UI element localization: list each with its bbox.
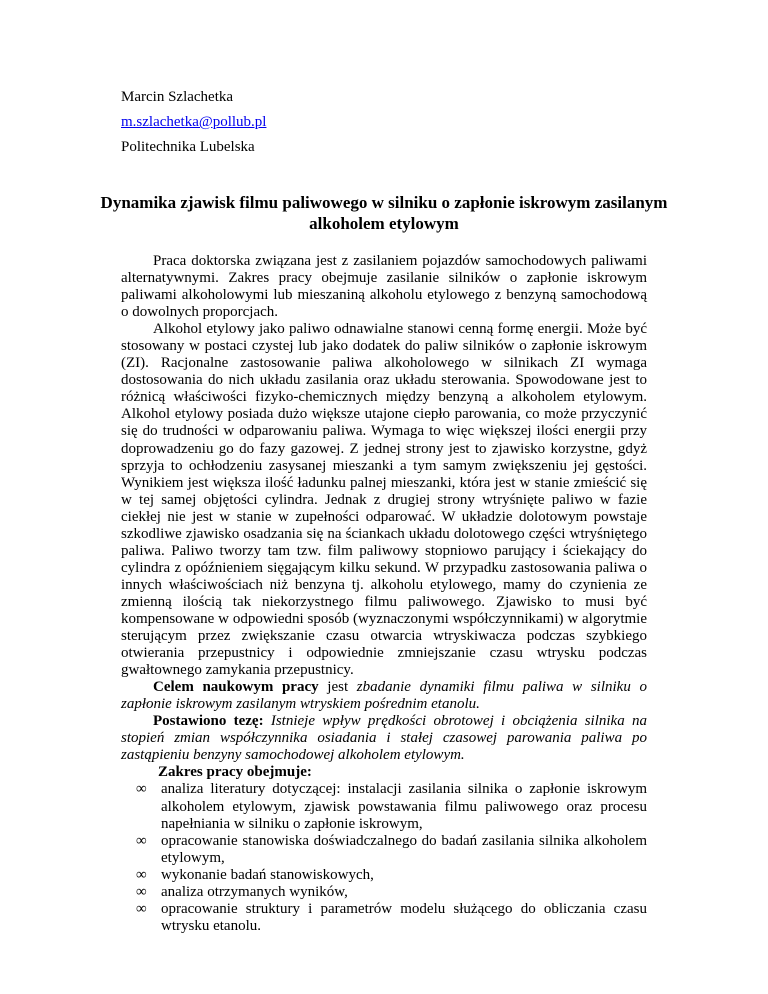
list-item [121,833,647,867]
thesis-text: Istnieje wpływ prędkości obrotowej i obciążenia silnika na stopień zmian współczynnika osiadania i stałej czasowej parowania paliwa po zastąpieniu benzyny samochodowej alkoholem etylowym. [121,713,647,764]
paragraph-ethanol: Alkohol etylowy jako paliwo odnawialne stanowi cenną formę energii. Może być stosowany w postaci czystej lub jako dodatek do paliw silników o zapłonie iskrowym (ZI). Racjonalne zastosowanie paliwa alkoholowego w silnikach ZI wymaga dostosowania do nich układu zasilania oraz układu sterowania. Spowodowane jest to różnicą właściwości fizyko-chemicznych między benzyną a alkoholem etylowym. Alkohol etylowy posiada dużo większe utajone ciepło parowania, co może przyczynić się do trudności w odparowaniu paliwa. Wymaga to więc większej ilości energii przy doprowadzeniu go do fazy gazowej. Z jednej strony jest to zjawisko korzystne, gdyż sprzyja to ochłodzeniu zasysanej mieszanki a tym samym zwiększeniu jej gęstości. Wynikiem jest większa ilość ładunku palnej mieszanki, która jest w stanie zmieścić się w tej samej objętości cylindra. Jednak z drugiej strony wtryśnięte paliwo w fazie ciekłej nie jest w stanie w zupełności odparować. W układzie dolotowym powstaje szkodliwe zjawisko osadzania się na ściankach układu dolotowego części wtryśniętego paliwa. Paliwo tworzy tam tzw. film paliwowy stopniowo parujący i ściekający do cylindra z opóźnieniem sięgającym kilku sekund. W przypadku zastosowania paliwa o innych właściwościach niż benzyna tj. alkoholu etylowego, mamy do czynienia ze zmienną ilością tak niekorzystnego filmu paliwowego. Zjawisko to musi być kompensowane w odpowiedni sposób (wyznaczonymi współczynnikami) w algorytmie sterującym przez zwiększanie czasu otwarcia wtryskiwacza podczas szybkiego otwierania przepustnicy i odpowiednie zmniejszanie czasu wtrysku podczas gwałtownego zamykania przepustnicy. [121,321,647,679]
document-body [121,253,647,935]
author-email-link[interactable]: m.szlachetka@pollub.pl [121,114,267,130]
list-item [121,884,647,901]
paragraph-thesis [121,713,647,764]
list-item-text: analiza literatury dotyczącej: instalacji zasilania silnika o zapłonie iskrowym alkoholem etylowym, zjawisk powstawania filmu paliwowego oraz procesu napełniania w silniku o zapłonie iskrowym, [161,781,647,832]
list-item-text: opracowanie struktury i parametrów modelu służącego do obliczania czasu wtrysku etanolu. [161,900,647,934]
author-affiliation: Politechnika Lubelska [121,139,255,155]
list-item-text: analiza otrzymanych wyników, [161,883,348,900]
scope-heading: Zakres pracy obejmuje: [158,764,312,781]
list-item [121,781,647,832]
list-item-text: opracowanie stanowiska doświadczalnego do badań zasilania silnika alkoholem etylowym, [161,832,647,866]
author-name: Marcin Szlachetka [121,89,234,105]
research-goal-label: Celem naukowym pracy [153,679,319,696]
list-item [121,901,647,935]
list-item-text: wykonanie badań stanowiskowych, [161,866,374,883]
scope-list [121,781,647,934]
infinity-bullet-icon: ∞ [136,781,147,798]
infinity-bullet-icon: ∞ [136,832,147,849]
paragraph-research-goal [121,679,647,713]
research-goal-connector: jest [318,679,357,696]
infinity-bullet-icon: ∞ [136,883,147,900]
infinity-bullet-icon: ∞ [136,900,147,917]
document-title: Dynamika zjawisk filmu paliwowego w silniku o zapłonie iskrowym zasilanym alkoholem etylowym [100,193,668,233]
paragraph-intro: Praca doktorska związana jest z zasilaniem pojazdów samochodowych paliwami alternatywnymi. Zakres pracy obejmuje zasilanie silników o zapłonie iskrowym paliwami alkoholowymi lub mieszaniną alkoholu etylowego z benzyną samochodową o dowolnych proporcjach. [121,253,647,321]
list-item [121,867,647,884]
research-goal-text: zbadanie dynamiki filmu paliwa w silniku o zapłonie iskrowym zasilanym wtryskiem pośrednim etanolu. [121,679,647,713]
thesis-label: Postawiono tezę: [153,713,264,730]
infinity-bullet-icon: ∞ [136,866,147,883]
